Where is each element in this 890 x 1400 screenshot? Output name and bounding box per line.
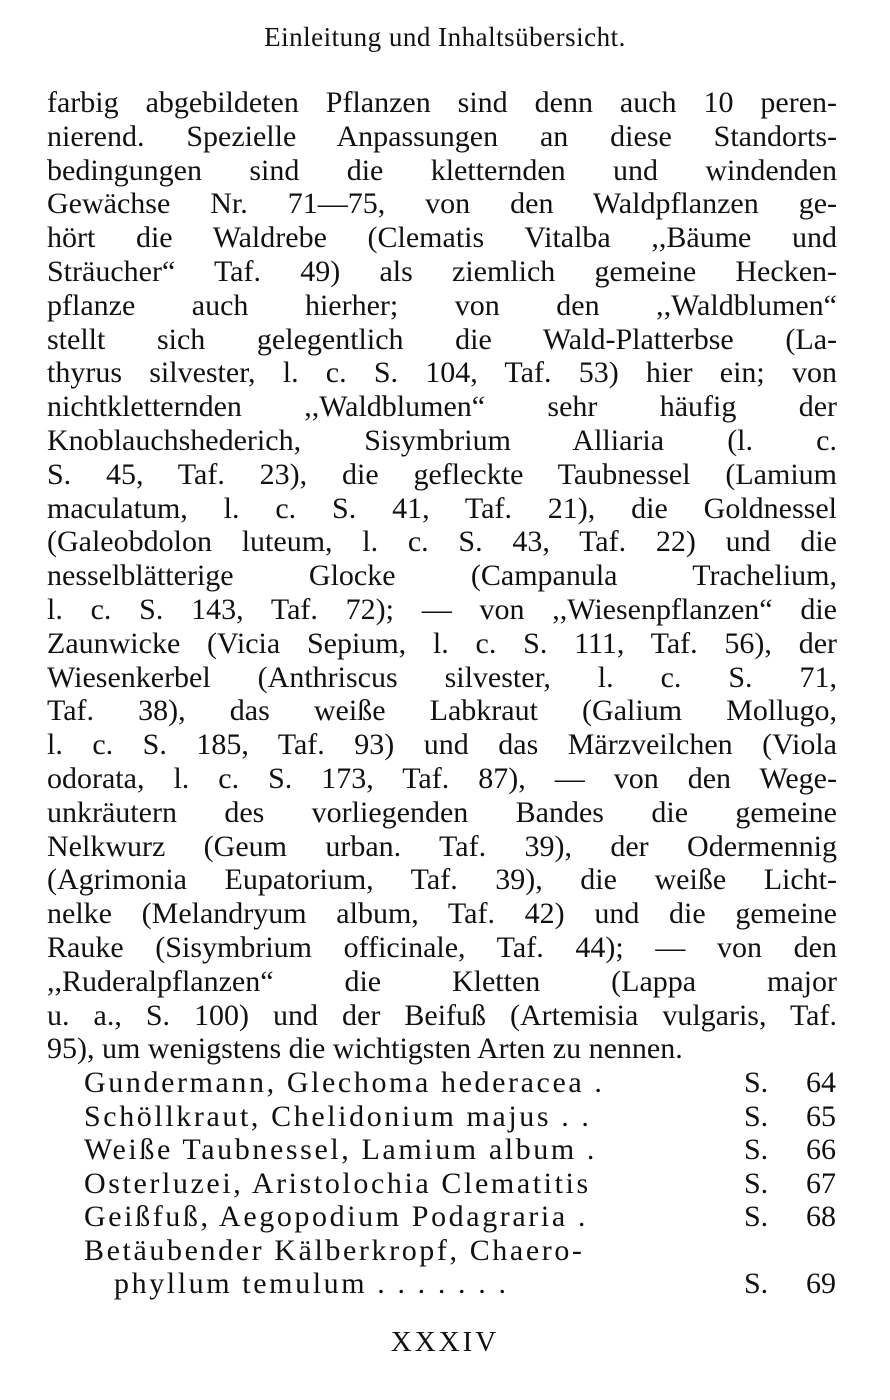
body-line: Rauke (Sisymbrium officinale, Taf. 44); — von den [47,930,837,964]
body-line: thyrus silvester, l. c. S. 104, Taf. 53) hier ein; von [47,356,837,390]
toc-entry [84,1133,836,1167]
toc-entry-title-continued: phyllum temulum . . . . . . . [114,1267,509,1300]
toc-entry-page [744,1200,836,1234]
body-line: (Agrimonia Eupatorium, Taf. 39), die weiße Licht- [47,863,837,897]
page-number: XXXIV [390,1326,500,1358]
body-paragraph [47,86,837,1066]
body-line: bedingungen sind die kletternden und windenden [47,153,837,187]
toc-page-prefix: S. [744,1066,769,1099]
toc-entry-title: Weiße Taubnessel, Lamium album . [84,1133,598,1166]
body-line: nelke (Melandryum album, Taf. 42) und die gemeine [47,897,837,931]
toc-entry [84,1100,836,1134]
body-line: ,,Ruderalpflanzen“ die Kletten (Lappa major [47,964,837,998]
toc-entry-page [744,1267,836,1301]
toc-page-prefix: S. [744,1133,769,1166]
toc-page-prefix: S. [744,1099,769,1133]
body-line: Taf. 38), das weiße Labkraut (Galium Mollugo, [47,694,837,728]
body-line: Wiesenkerbel (Anthriscus silvester, l. c. S. 71, [47,660,837,694]
body-line: pflanze auch hierher; von den ,,Waldblumen“ [47,288,837,322]
toc-entry-page [744,1066,836,1100]
body-line: l. c. S. 143, Taf. 72); — von ,,Wiesenpflanzen“ die [47,592,837,626]
toc-page-number: 68 [806,1200,836,1233]
body-line: maculatum, l. c. S. 41, Taf. 21), die Goldnessel [47,491,837,525]
body-line: S. 45, Taf. 23), die gefleckte Taubnessel (Lamium [47,457,837,491]
body-line: Nelkwurz (Geum urban. Taf. 39), der Odermennig [47,829,837,863]
body-line: Sträucher“ Taf. 49) als ziemlich gemeine Hecken- [47,254,837,288]
body-line: odorata, l. c. S. 173, Taf. 87), — von den Wege- [47,761,837,795]
body-line: stellt sich gelegentlich die Wald-Platterbse (La- [47,322,837,356]
toc-page-number: 65 [806,1099,836,1133]
toc-entry-page [744,1167,836,1201]
body-line: farbig abgebildeten Pflanzen sind denn auch 10 peren- [47,86,837,119]
table-of-contents [84,1066,836,1301]
body-line: l. c. S. 185, Taf. 93) und das Märzveilchen (Viola [47,728,837,762]
toc-entry-title: Schöllkraut, Chelidonium majus . . [84,1099,592,1133]
body-line: hört die Waldrebe (Clematis Vitalba ,,Bäume und [47,221,837,255]
toc-entry-page [744,1100,836,1134]
toc-entry [84,1267,836,1301]
toc-page-number: 67 [806,1166,836,1200]
body-line: (Galeobdolon luteum, l. c. S. 43, Taf. 22) und die [47,525,837,559]
body-line: unkräutern des vorliegenden Bandes die gemeine [47,795,837,829]
body-line: nierend. Spezielle Anpassungen an diese Standorts- [47,119,837,153]
body-line: Zaunwicke (Vicia Sepium, l. c. S. 111, Taf. 56), der [47,626,837,660]
toc-entry [84,1167,836,1201]
body-line: nichtkletternden ,,Waldblumen“ sehr häufig der [47,390,837,424]
toc-page-number: 66 [806,1133,836,1166]
toc-page-prefix: S. [744,1166,769,1200]
toc-entry-page [744,1133,836,1167]
toc-entry [84,1234,836,1268]
body-line: Gewächse Nr. 71—75, von den Waldpflanzen ge- [47,187,837,221]
body-line: nesselblätterige Glocke (Campanula Trachelium, [47,559,837,593]
toc-entry [84,1200,836,1234]
running-head: Einleitung und Inhaltsübersicht. [264,22,626,52]
toc-page-number: 64 [806,1066,836,1099]
body-line: 95), um wenigstens die wichtigsten Arten zu nennen. [47,1032,683,1066]
toc-entry-title: Betäubender Kälberkropf, Chaero- [84,1233,585,1267]
toc-entry-title: Osterluzei, Aristolochia Clematitis [84,1166,591,1200]
toc-page-number: 69 [806,1267,836,1300]
toc-entry-title: Gundermann, Glechoma hederacea . [84,1066,605,1099]
toc-entry [84,1066,836,1100]
toc-entry-title: Geißfuß, Aegopodium Podagraria . [84,1200,588,1233]
body-line: Knoblauchshederich, Sisymbrium Alliaria (l. c. [47,423,837,457]
body-line: u. a., S. 100) und der Beifuß (Artemisia vulgaris, Taf. [47,998,837,1032]
toc-page-prefix: S. [744,1267,769,1300]
toc-page-prefix: S. [744,1200,769,1233]
